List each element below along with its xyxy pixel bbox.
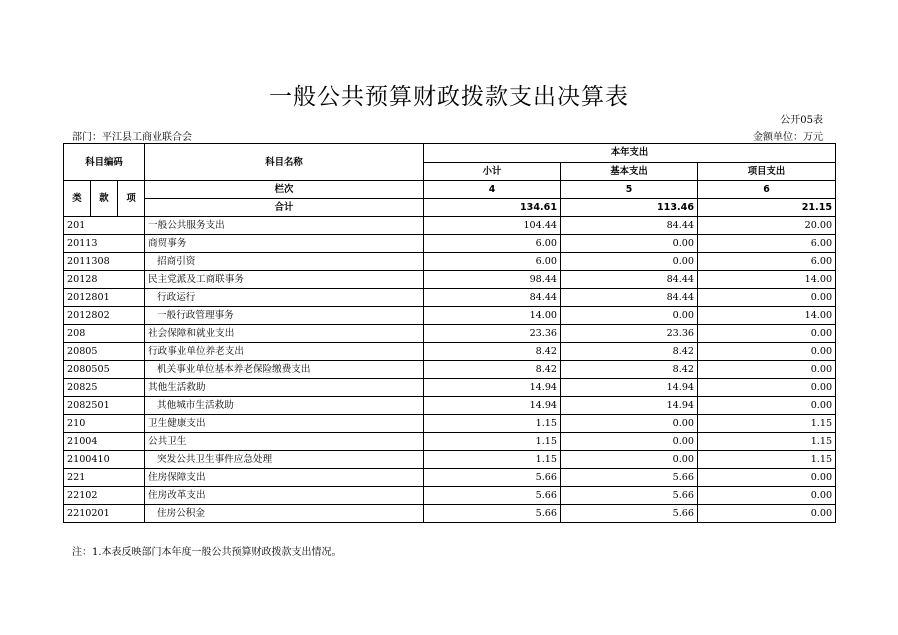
subject-name-cell: 突发公共卫生事件应急处理 — [145, 451, 424, 469]
table-row — [64, 271, 836, 289]
project-cell: 1.15 — [698, 451, 836, 469]
project-cell: 0.00 — [698, 379, 836, 397]
column-no-label: 栏次 — [145, 181, 424, 199]
basic-cell: 0.00 — [561, 415, 698, 433]
project-cell: 14.00 — [698, 307, 836, 325]
project-cell: 0.00 — [698, 397, 836, 415]
table-row — [64, 415, 836, 433]
subject-code-cell: 2012801 — [64, 289, 145, 307]
unit-label: 金额单位：万元 — [753, 132, 823, 143]
basic-cell: 84.44 — [561, 271, 698, 289]
subtotal-cell: 1.15 — [424, 415, 561, 433]
subject-name-cell: 公共卫生 — [145, 433, 424, 451]
subtotal-cell: 14.94 — [424, 379, 561, 397]
table-row — [64, 487, 836, 505]
expenditure-table — [63, 143, 836, 523]
subject-name-cell: 其他生活救助 — [145, 379, 424, 397]
subject-code-cell: 2080505 — [64, 361, 145, 379]
subject-code-cell: 2210201 — [64, 505, 145, 523]
project-cell: 6.00 — [698, 235, 836, 253]
project-cell: 0.00 — [698, 325, 836, 343]
column-no-4: 4 — [424, 181, 561, 199]
table-row — [64, 343, 836, 361]
subtotal-cell: 104.44 — [424, 217, 561, 235]
table-row — [64, 235, 836, 253]
subtotal-cell: 1.15 — [424, 451, 561, 469]
subject-name-cell: 住房保障支出 — [145, 469, 424, 487]
subject-code-cell: 2082501 — [64, 397, 145, 415]
subtotal-cell: 98.44 — [424, 271, 561, 289]
subtotal-cell: 84.44 — [424, 289, 561, 307]
project-header: 项目支出 — [698, 162, 836, 181]
subtotal-cell: 5.66 — [424, 469, 561, 487]
subject-name-cell: 行政事业单位养老支出 — [145, 343, 424, 361]
subject-name-cell: 招商引资 — [145, 253, 424, 271]
table-row — [64, 361, 836, 379]
basic-cell: 8.42 — [561, 343, 698, 361]
project-cell: 6.00 — [698, 253, 836, 271]
subject-code-cell: 2012802 — [64, 307, 145, 325]
kuan-header: 款 — [91, 181, 118, 217]
subject-code-cell: 21004 — [64, 433, 145, 451]
basic-cell: 84.44 — [561, 217, 698, 235]
table-row — [64, 307, 836, 325]
table-row — [64, 451, 836, 469]
basic-cell: 0.00 — [561, 235, 698, 253]
subtotal-cell: 8.42 — [424, 343, 561, 361]
project-cell: 0.00 — [698, 343, 836, 361]
subject-code-cell: 221 — [64, 469, 145, 487]
table-row — [64, 217, 836, 235]
total-project: 21.15 — [698, 199, 836, 217]
project-cell: 20.00 — [698, 217, 836, 235]
table-row — [64, 433, 836, 451]
basic-cell: 14.94 — [561, 397, 698, 415]
total-subtotal: 134.61 — [424, 199, 561, 217]
project-cell: 0.00 — [698, 487, 836, 505]
subtotal-cell: 14.00 — [424, 307, 561, 325]
total-label: 合计 — [145, 199, 424, 217]
subject-code-cell: 20825 — [64, 379, 145, 397]
subtotal-cell: 8.42 — [424, 361, 561, 379]
subtotal-cell: 5.66 — [424, 487, 561, 505]
basic-cell: 5.66 — [561, 505, 698, 523]
subject-name-cell: 其他城市生活救助 — [145, 397, 424, 415]
page-title: 一般公共预算财政拨款支出决算表 — [269, 84, 629, 110]
project-cell: 0.00 — [698, 361, 836, 379]
footnote: 注：1.本表反映部门本年度一般公共预算财政拨款支出情况。 — [72, 547, 342, 558]
subtotal-cell: 6.00 — [424, 235, 561, 253]
project-cell: 1.15 — [698, 415, 836, 433]
department-label: 部门：平江县工商业联合会 — [72, 132, 192, 143]
total-basic: 113.46 — [561, 199, 698, 217]
subject-name-cell: 一般公共服务支出 — [145, 217, 424, 235]
subtotal-cell: 6.00 — [424, 253, 561, 271]
subject-name-cell: 住房公积金 — [145, 505, 424, 523]
subject-name-cell: 机关事业单位基本养老保险缴费支出 — [145, 361, 424, 379]
table-row — [64, 469, 836, 487]
subject-code-cell: 2011308 — [64, 253, 145, 271]
subject-code-cell: 210 — [64, 415, 145, 433]
subject-code-cell: 2100410 — [64, 451, 145, 469]
project-cell: 1.15 — [698, 433, 836, 451]
basic-cell: 0.00 — [561, 451, 698, 469]
basic-cell: 0.00 — [561, 307, 698, 325]
basic-cell: 5.66 — [561, 469, 698, 487]
subject-name-cell: 住房改革支出 — [145, 487, 424, 505]
subtotal-cell: 23.36 — [424, 325, 561, 343]
xiang-header: 项 — [118, 181, 145, 217]
subject-name-cell: 一般行政管理事务 — [145, 307, 424, 325]
column-no-6: 6 — [698, 181, 836, 199]
subject-code-cell: 22102 — [64, 487, 145, 505]
basic-cell: 23.36 — [561, 325, 698, 343]
subtotal-cell: 14.94 — [424, 397, 561, 415]
table-row — [64, 289, 836, 307]
subject-name-cell: 行政运行 — [145, 289, 424, 307]
basic-cell: 8.42 — [561, 361, 698, 379]
subject-name-header: 科目名称 — [145, 144, 424, 181]
project-cell: 0.00 — [698, 289, 836, 307]
basic-cell: 0.00 — [561, 433, 698, 451]
subject-code-cell: 201 — [64, 217, 145, 235]
project-cell: 0.00 — [698, 505, 836, 523]
subject-code-cell: 20113 — [64, 235, 145, 253]
basic-cell: 84.44 — [561, 289, 698, 307]
table-row — [64, 253, 836, 271]
subject-code-cell: 20128 — [64, 271, 145, 289]
subject-code-cell: 208 — [64, 325, 145, 343]
table-row — [64, 325, 836, 343]
table-row — [64, 397, 836, 415]
subtotal-cell: 1.15 — [424, 433, 561, 451]
subject-code-header: 科目编码 — [64, 144, 145, 181]
subject-name-cell: 民主党派及工商联事务 — [145, 271, 424, 289]
table-row — [64, 505, 836, 523]
subtotal-cell: 5.66 — [424, 505, 561, 523]
basic-cell: 0.00 — [561, 253, 698, 271]
table-row — [64, 379, 836, 397]
table-body — [64, 217, 836, 523]
form-number: 公开05表 — [780, 115, 823, 126]
lei-header: 类 — [64, 181, 91, 217]
basic-header: 基本支出 — [561, 162, 698, 181]
current-year-header: 本年支出 — [424, 144, 836, 163]
subject-name-cell: 卫生健康支出 — [145, 415, 424, 433]
basic-cell: 5.66 — [561, 487, 698, 505]
subject-code-cell: 20805 — [64, 343, 145, 361]
project-cell: 14.00 — [698, 271, 836, 289]
column-no-5: 5 — [561, 181, 698, 199]
subtotal-header: 小计 — [424, 162, 561, 181]
basic-cell: 14.94 — [561, 379, 698, 397]
subject-name-cell: 商贸事务 — [145, 235, 424, 253]
subject-name-cell: 社会保障和就业支出 — [145, 325, 424, 343]
project-cell: 0.00 — [698, 469, 836, 487]
